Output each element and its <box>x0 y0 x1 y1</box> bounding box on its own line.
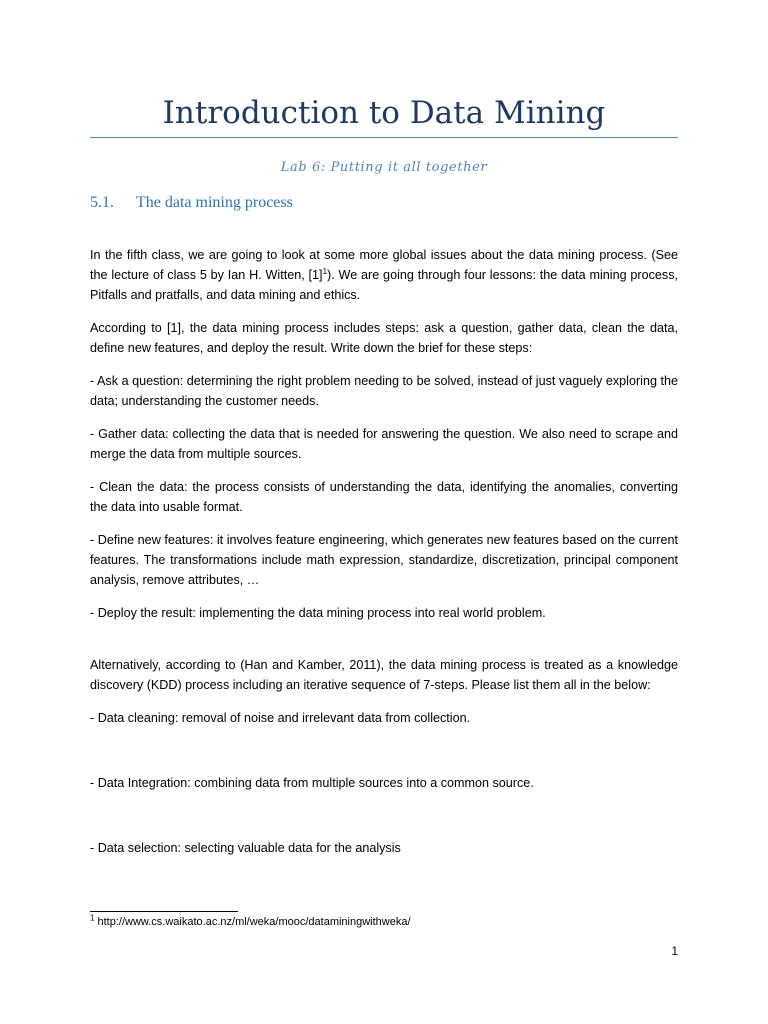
paragraph-intro <box>90 245 678 305</box>
kdd-data-cleaning: - Data cleaning: removal of noise and irrelevant data from collection. <box>90 711 471 725</box>
footnote-marker: 1 <box>90 913 95 923</box>
paragraph-according: According to [1], the data mining process includes steps: ask a question, gather data, clean the data, define new features, and deploy the result. Write down the brief for these steps: <box>90 321 678 355</box>
footnote <box>90 914 411 930</box>
document-subtitle: Lab 6: Putting it all together <box>280 160 488 175</box>
document-title: Introduction to Data Mining <box>162 95 606 131</box>
document-body <box>90 245 678 871</box>
step-clean-data: - Clean the data: the process consists of understanding the data, identifying the anomalies, converting the data into usable format. <box>90 480 678 514</box>
section-number: 5.1. <box>90 194 114 211</box>
footnote-reference: 1 <box>322 266 328 276</box>
kdd-data-selection: - Data selection: selecting valuable data for the analysis <box>90 841 401 855</box>
footnote-separator <box>90 911 238 912</box>
step-ask-question: - Ask a question: determining the right problem needing to be solved, instead of just vaguely exploring the data; understanding the customer needs. <box>90 374 678 408</box>
page-number: 1 <box>671 944 678 958</box>
kdd-data-integration: - Data Integration: combining data from multiple sources into a common source. <box>90 776 534 790</box>
footnote-url[interactable]: http://www.cs.waikato.ac.nz/ml/weka/mooc/dataminingwithweka/ <box>94 916 411 928</box>
title-underline <box>90 137 678 138</box>
intro-text-part1: In the fifth class, we are going to look at some more global issues about the data mining process. (See the lecture of class 5 by Ian H. Witten, [1] <box>90 248 678 282</box>
step-define-features: - Define new features: it involves feature engineering, which generates new features based on the current features. The transformations include math expression, standardize, discretization, principal component analysis, remove attributes, … <box>90 533 678 587</box>
step-deploy-result: - Deploy the result: implementing the data mining process into real world problem. <box>90 606 546 620</box>
intro-text-part2: ). We are going through four lessons: the data mining process, Pitfalls and pratfalls, and data mining and ethics. <box>90 268 679 302</box>
step-gather-data: - Gather data: collecting the data that is needed for answering the question. We also need to scrape and merge the data from multiple sources. <box>90 427 678 461</box>
paragraph-alternatively: Alternatively, according to (Han and Kamber, 2011), the data mining process is treated as a knowledge discovery (KDD) process including an iterative sequence of 7-steps. Please list them all in the below: <box>90 658 678 692</box>
section-title: The data mining process <box>136 194 293 211</box>
section-heading <box>90 193 293 213</box>
